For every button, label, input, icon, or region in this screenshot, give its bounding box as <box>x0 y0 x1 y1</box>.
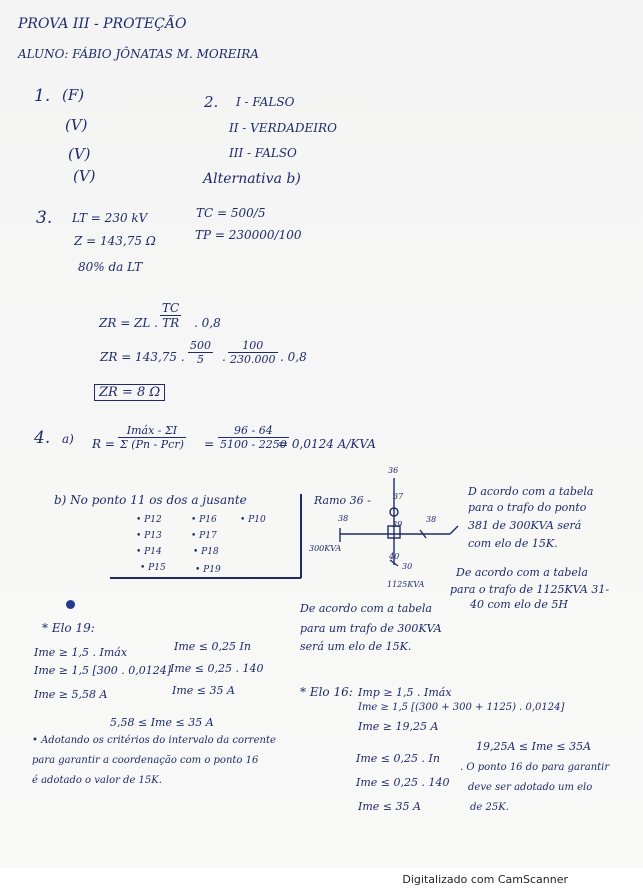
elo16-line3: Ime ≥ 19,25 A <box>358 720 439 733</box>
q3-eq2-den2: 230.000 <box>230 353 276 366</box>
trafo-1125kva: 1125KVA <box>387 580 425 589</box>
note1-line4: com elo de 15K. <box>468 537 558 550</box>
q3-eq1-right: . 0,8 <box>194 316 221 330</box>
elo19-line5: Ime ≤ 0,25 . 140 <box>170 662 264 675</box>
elo16-line2: Ime ≥ 1,5 [(300 + 300 + 1125) . 0,0124] <box>358 702 565 713</box>
elo19-line2: Ime ≥ 1,5 [300 . 0,0124] <box>34 664 172 677</box>
single-line-diagram <box>300 470 460 585</box>
q3-lt: LT = 230 kV <box>72 211 148 225</box>
ink-blot <box>66 600 75 609</box>
q4-a-left: R = <box>92 437 115 451</box>
exam-title: PROVA III - PROTEÇÃO <box>18 16 187 32</box>
node-38-right: 38 <box>426 515 437 524</box>
elo19-line6: Ime ≤ 35 A <box>172 684 235 697</box>
q4-label: 4. <box>34 428 51 448</box>
elo16-text2: deve ser adotado um elo <box>468 782 593 793</box>
q1-answer-2: (V) <box>65 116 88 134</box>
note1-line3: 381 de 300KVA será <box>468 519 582 532</box>
diagram-ramo: Ramo 36 - <box>314 494 371 507</box>
q2-alternativa: Alternativa b) <box>203 171 301 187</box>
q3-eq2-num1: 500 <box>190 339 211 352</box>
q4-a-den2: 5100 - 2250 <box>220 438 287 451</box>
q1-answer-3: (V) <box>68 145 91 163</box>
trafo-300kva: 300KVA <box>309 544 342 553</box>
note3-line1: De acordo com a tabela <box>300 602 432 615</box>
point-p12: • P12 <box>136 515 162 525</box>
elo16-text3: de 25K. <box>470 802 509 813</box>
node-37: 37 <box>393 492 404 501</box>
q3-pct: 80% da LT <box>78 260 143 274</box>
q3-eq2-right: . 0,8 <box>280 350 307 364</box>
point-p18: • P18 <box>193 547 219 557</box>
node-30: 30 <box>402 562 413 571</box>
elo16-range: 19,25A ≤ Ime ≤ 35A <box>476 740 592 753</box>
q3-eq2-left: ZR = 143,75 . <box>100 350 185 364</box>
q1-label: 1. <box>34 86 51 106</box>
elo19-title: * Elo 19: <box>42 621 95 635</box>
q3-eq2-fraction-2 <box>228 339 278 366</box>
point-p15: • P15 <box>140 563 166 573</box>
elo19-range: 5,58 ≤ Ime ≤ 35 A <box>110 716 214 729</box>
point-p17: • P17 <box>191 531 217 541</box>
q3-eq2-fraction-1 <box>188 339 213 366</box>
q1-answer-4: (V) <box>73 167 96 185</box>
elo16-line1: Imp ≥ 1,5 . Imáx <box>358 686 452 699</box>
elo19-line3: Ime ≥ 5,58 A <box>34 688 108 701</box>
elo16-line4: Ime ≤ 0,25 . In <box>356 752 440 765</box>
elo16-line5: Ime ≤ 0,25 . 140 <box>356 776 450 789</box>
elo19-line4: Ime ≤ 0,25 In <box>174 640 251 653</box>
elo19-text3: é adotado o valor de 15K. <box>32 775 162 786</box>
q3-eq1-left: ZR = ZL . <box>99 316 158 330</box>
q4-a-den: Σ (Pn - Pcr) <box>120 438 184 451</box>
q3-tp: TP = 230000/100 <box>195 228 302 242</box>
point-p14: • P14 <box>136 547 162 557</box>
q3-eq1-fraction <box>160 301 181 330</box>
q2-item-3: III - FALSO <box>229 146 297 160</box>
q4-a-equals: = <box>204 437 215 451</box>
q1-answer-1: (F) <box>62 86 85 104</box>
q2-item-1: I - FALSO <box>236 95 295 109</box>
point-p10: • P10 <box>240 515 266 525</box>
q2-item-2: II - VERDADEIRO <box>229 121 337 135</box>
q4-a-label: a) <box>62 432 74 446</box>
elo16-text1: . O ponto 16 do para garantir <box>460 762 610 773</box>
node-36-top: 36 <box>388 466 399 475</box>
q4-a-fraction-1 <box>118 424 186 451</box>
q2-label: 2. <box>204 93 219 111</box>
q3-result-box: ZR = 8 Ω <box>94 384 165 401</box>
node-40: 40 <box>389 552 400 561</box>
node-38-left: 38 <box>338 514 349 523</box>
point-p19: • P19 <box>195 565 221 575</box>
q3-eq1-den: TR <box>162 316 180 330</box>
elo19-line1: Ime ≥ 1,5 . Imáx <box>34 646 128 659</box>
student-name: ALUNO: FÁBIO JÔNATAS M. MOREIRA <box>18 47 259 61</box>
note3-line3: será um elo de 15K. <box>300 640 412 653</box>
q3-eq2-num2: 100 <box>228 339 278 353</box>
elo19-text2: para garantir a coordenação com o ponto 16 <box>32 755 259 766</box>
note2-line3: 40 com elo de 5H <box>470 598 568 611</box>
elo19-text1: • Adotando os critérios do intervalo da corrente <box>32 735 276 746</box>
elo16-line6: Ime ≤ 35 A <box>358 800 421 813</box>
elo16-title: * Elo 16: <box>300 685 353 699</box>
note1-line1: D acordo com a tabela <box>468 485 594 498</box>
q3-label: 3. <box>36 208 53 228</box>
camscanner-watermark: Digitalizado com CamScanner <box>402 873 568 886</box>
q4-a-num: Imáx - ΣI <box>118 424 186 438</box>
bracket-horizontal <box>110 577 301 579</box>
note2-line2: para o trafo de 1125KVA 31- <box>450 583 610 596</box>
point-p13: • P13 <box>136 531 162 541</box>
note1-line2: para o trafo do ponto <box>468 501 587 514</box>
q4-a-result: = 0,0124 A/KVA <box>278 437 376 451</box>
q3-eq1-num: TC <box>162 301 180 315</box>
note2-line1: De acordo com a tabela <box>456 566 588 579</box>
q4-a-num2: 96 - 64 <box>218 424 289 438</box>
q3-eq2-den1: 5 <box>197 353 204 366</box>
point-p16: • P16 <box>191 515 217 525</box>
note3-line2: para um trafo de 300KVA <box>300 622 442 635</box>
node-39: 39 <box>392 520 403 529</box>
multiply-dot: . <box>222 350 226 364</box>
q3-z: Z = 143,75 Ω <box>74 234 156 248</box>
q3-tc: TC = 500/5 <box>196 206 266 220</box>
q4-b-intro: b) No ponto 11 os dos a jusante <box>54 493 247 507</box>
